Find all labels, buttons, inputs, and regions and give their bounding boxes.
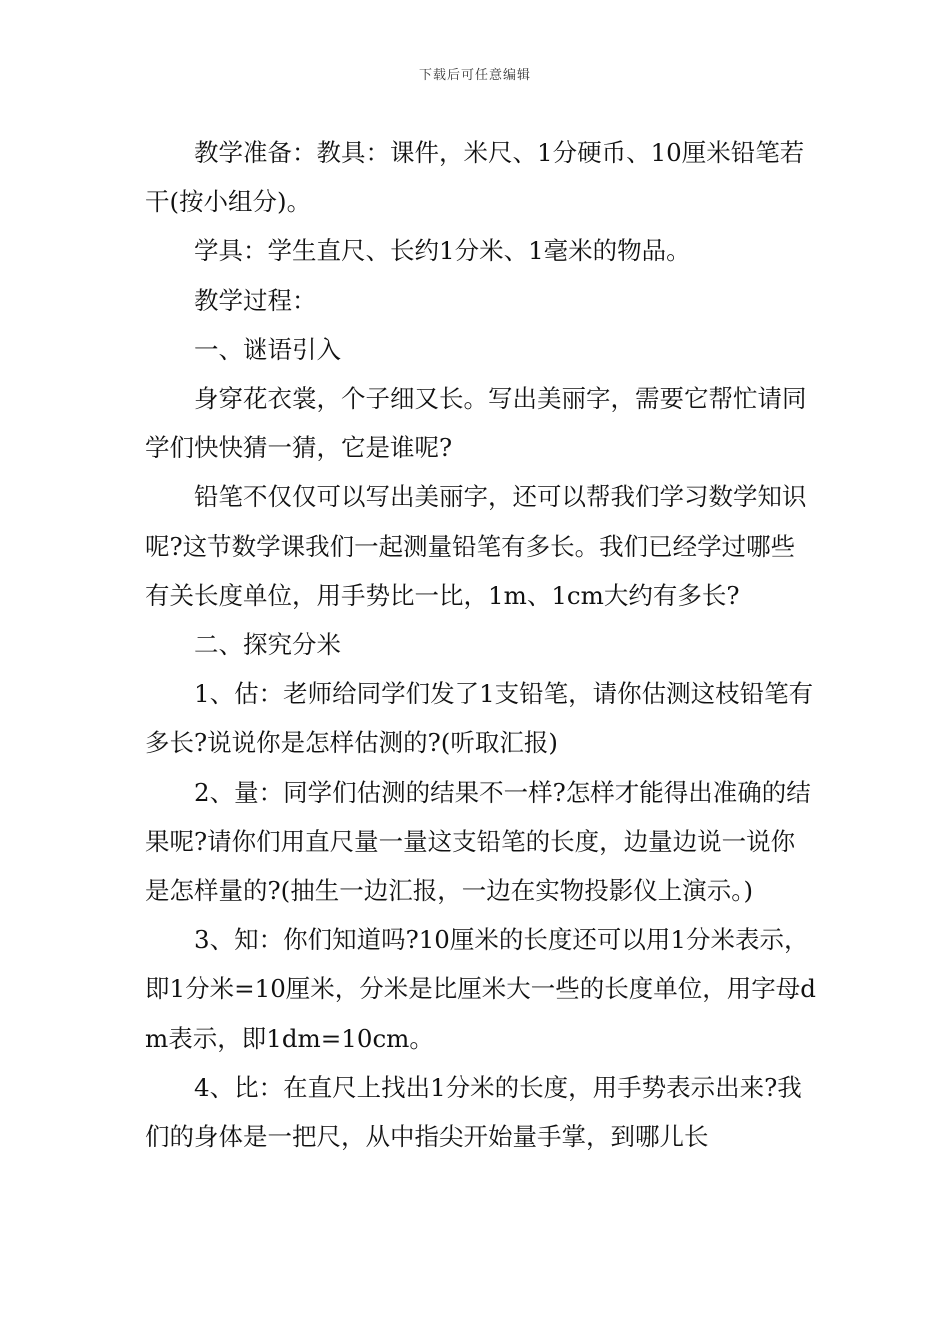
paragraph-measure: 2、量：同学们估测的结果不一样?怎样才能得出准确的结果呢?请你们用直尺量一量这支铅笔的长度，边量边说一说你是怎样量的?(抽生一边汇报，一边在实物投影仪上演示。) — [145, 777, 811, 906]
paragraph-compare: 4、比：在直尺上找出1分米的长度，用手势表示出来?我们的身体是一把尺，从中指尖开始量手掌，到哪儿长 — [145, 1072, 802, 1152]
paragraph-estimate: 1、估：老师给同学们发了1支铅笔，请你估测这枝铅笔有多长?说说你是怎样估测的?(听取汇报) — [145, 679, 814, 758]
paragraph-teaching-prep: 教学准备：教具：课件，米尺、1分硬币、10厘米铅笔若干(按小组分)。 — [145, 138, 805, 217]
section-heading-riddle: 一、谜语引入 — [194, 334, 341, 364]
section-heading-explore-decimeter: 二、探究分米 — [194, 630, 341, 660]
document-body — [145, 128, 817, 1161]
paragraph-riddle: 身穿花衣裳，个子细又长。写出美丽字，需要它帮忙请同学们快快猜一猜，它是谁呢? — [145, 384, 807, 463]
paragraph-know: 3、知：你们知道吗?10厘米的长度还可以用1分米表示，即1分米=10厘米，分米是比厘米大一些的长度单位，用字母dm表示，即1dm=10cm。 — [145, 925, 816, 1053]
paragraph-process-heading: 教学过程： — [194, 285, 317, 315]
paragraph-student-tools: 学具：学生直尺、长约1分米、1毫米的物品。 — [194, 236, 691, 266]
paragraph-pencil-intro: 铅笔不仅仅可以写出美丽字，还可以帮我们学习数学知识呢?这节数学课我们一起测量铅笔有多长。我们已经学过哪些有关长度单位，用手势比一比，1m、1cm大约有多长? — [145, 482, 807, 610]
header-note: 下载后可任意编辑 — [418, 68, 531, 83]
